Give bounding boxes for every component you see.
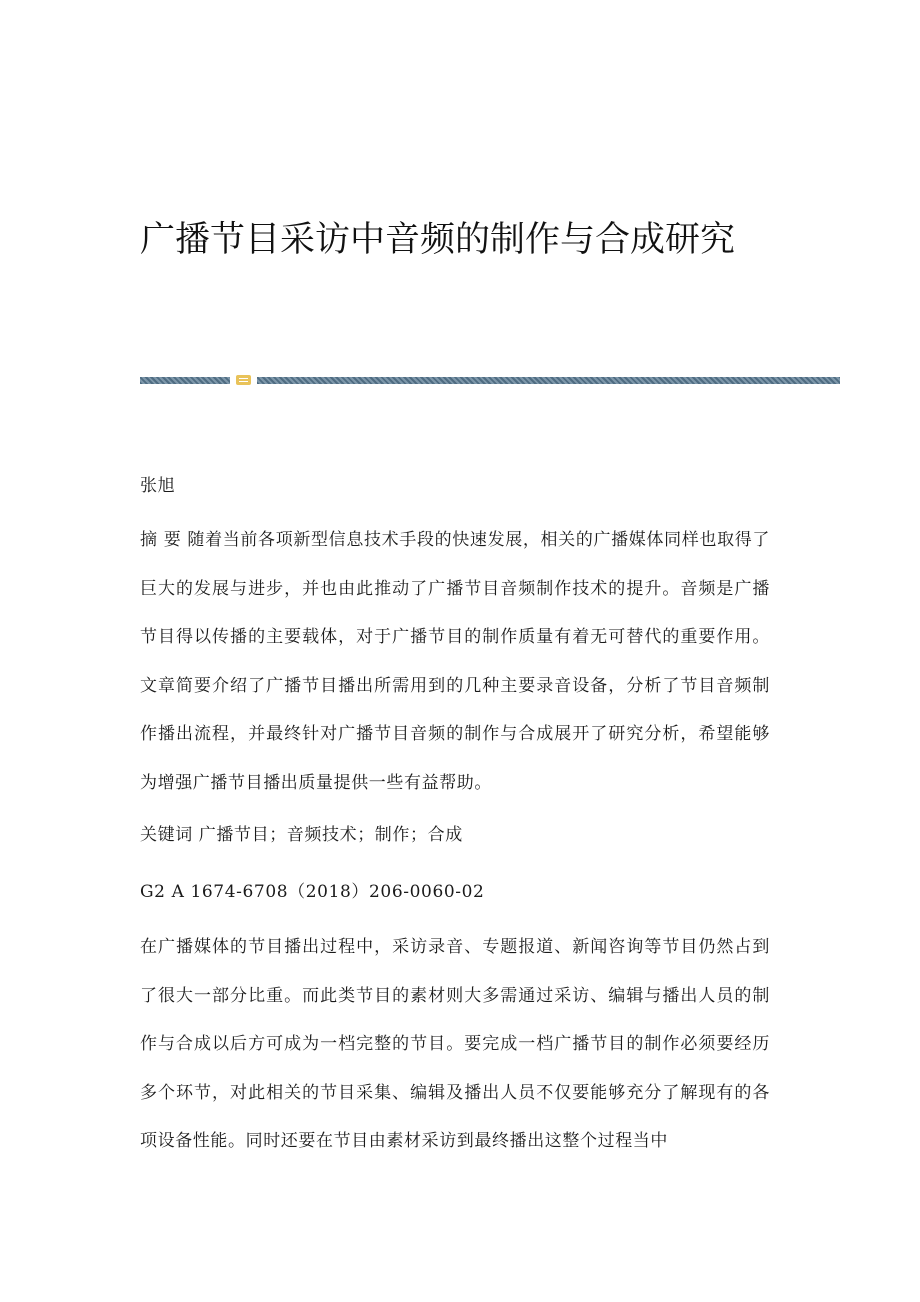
divider-bar-left <box>140 377 230 384</box>
divider-bar-right <box>257 377 840 384</box>
keywords-line: 关键词 广播节目；音频技术；制作；合成 <box>140 825 463 845</box>
abstract-paragraph: 摘 要 随着当前各项新型信息技术手段的快速发展，相关的广播媒体同样也取得了巨大的发展与进步，并也由此推动了广播节目音频制作技术的提升。音频是广播节目得以传播的主要载体，对于广播节目的制作质量有着无可替代的重要作用。文章简要介绍了广播节目播出所需用到的几种主要录音设备，分析了节目音频制作播出流程，并最终针对广播节目音频的制作与合成展开了研究分析，希望能够为增强广播节目播出质量提供一些有益帮助。 <box>140 530 770 793</box>
divider-ornament-icon <box>236 375 251 385</box>
document-title: 广播节目采访中音频的制作与合成研究 <box>140 220 736 260</box>
classification-line: G2 A 1674-6708（2018）206-0060-02 <box>140 882 485 902</box>
title-divider <box>140 375 840 385</box>
body-paragraph: 在广播媒体的节目播出过程中，采访录音、专题报道、新闻咨询等节目仍然占到了很大一部分比重。而此类节目的素材则大多需通过采访、编辑与播出人员的制作与合成以后方可成为一档完整的节目。要完成一档广播节目的制作必须要经历多个环节，对此相关的节目采集、编辑及播出人员不仅要能够充分了解现有的各项设备性能。同时还要在节目由素材采访到最终播出这整个过程当中 <box>140 937 770 1151</box>
author-name: 张旭 <box>140 476 176 496</box>
